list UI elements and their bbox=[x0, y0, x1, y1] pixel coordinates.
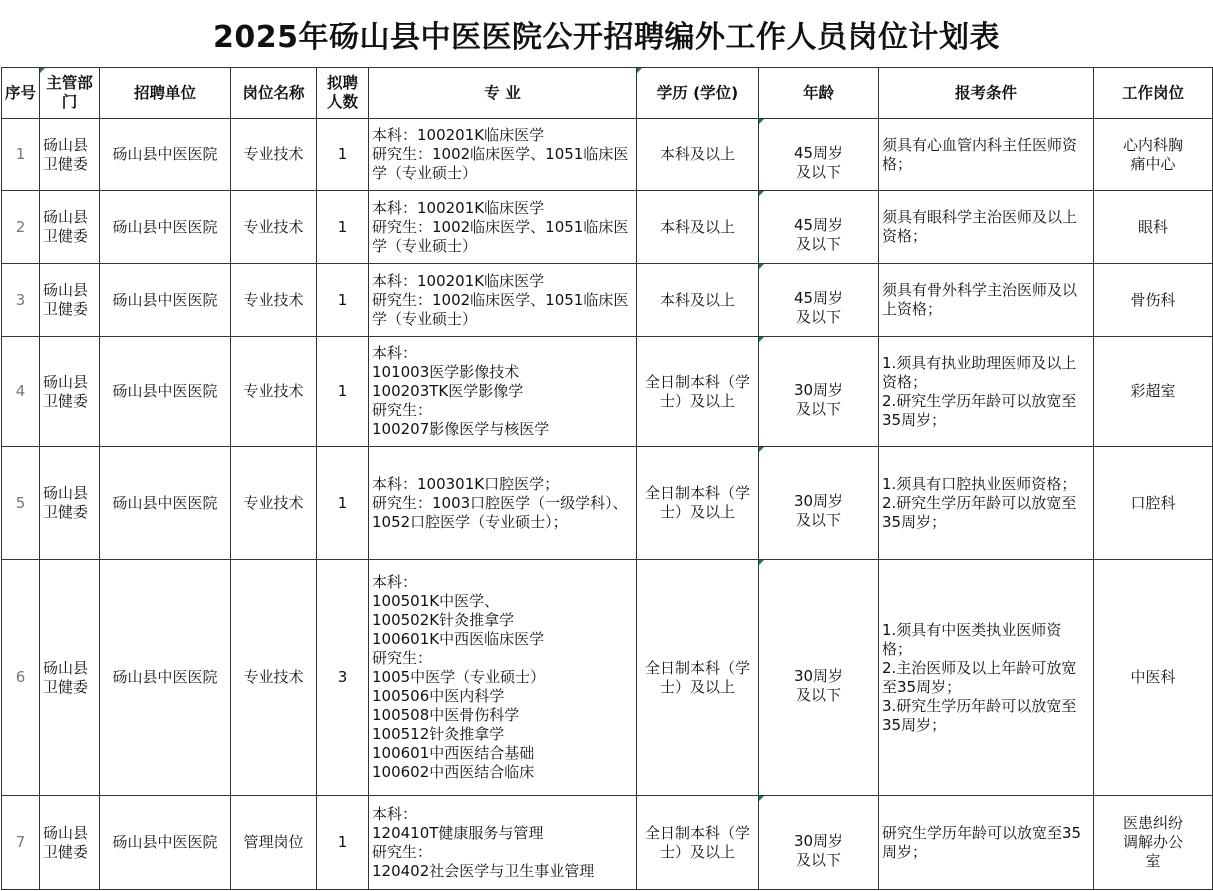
header-count: 拟聘人数 bbox=[317, 68, 369, 119]
cell-edu: 全日制本科（学士）及以上 bbox=[637, 560, 759, 796]
condition-line: 2.主治医师及以上年龄可放宽至35周岁； bbox=[882, 658, 1077, 696]
major-line: 本科： bbox=[372, 804, 418, 823]
major-line: 100502K针灸推拿学 bbox=[372, 611, 515, 629]
cell-count: 1 bbox=[317, 796, 369, 890]
cell-cond bbox=[879, 191, 1094, 264]
major-line: 本科：100301K口腔医学； bbox=[372, 474, 560, 493]
cell-major bbox=[369, 191, 637, 264]
cell-job: 彩超室 bbox=[1094, 337, 1213, 447]
cell-age: 30周岁及以下 bbox=[759, 560, 879, 796]
cell-count: 1 bbox=[317, 191, 369, 264]
condition-line: 须具有骨外科学主治医师及以上资格； bbox=[882, 281, 1078, 318]
cell-unit: 砀山县中医医院 bbox=[100, 119, 231, 191]
cell-seq: 6 bbox=[2, 560, 40, 796]
cell-post: 专业技术 bbox=[231, 264, 317, 337]
major-line: 1005中医学（专业硕士） bbox=[372, 668, 546, 686]
cell-edu: 本科及以上 bbox=[637, 264, 759, 337]
major-line: 研究生：1002临床医学、1051临床医学（专业硕士） bbox=[372, 145, 629, 182]
cell-age: 30周岁及以下 bbox=[759, 447, 879, 560]
condition-line: 须具有眼科学主治医师及以上资格； bbox=[882, 208, 1078, 245]
cell-major bbox=[369, 560, 637, 796]
condition-line: 2.研究生学历年龄可以放宽至35周岁； bbox=[882, 493, 1077, 531]
cell-major bbox=[369, 337, 637, 447]
cell-seq: 3 bbox=[2, 264, 40, 337]
major-line: 研究生：1003口腔医学（一级学科）、1052口腔医学（专业硕士）； bbox=[372, 493, 628, 531]
cell-post: 专业技术 bbox=[231, 191, 317, 264]
cell-job: 心内科胸痛中心 bbox=[1094, 119, 1213, 191]
major-line: 研究生：1002临床医学、1051临床医学（专业硕士） bbox=[372, 290, 629, 328]
cell-post: 专业技术 bbox=[231, 337, 317, 447]
cell-unit: 砀山县中医医院 bbox=[100, 191, 231, 264]
header-row bbox=[2, 68, 1213, 119]
major-line: 100602中西医结合临床 bbox=[372, 763, 535, 781]
cell-major bbox=[369, 119, 637, 191]
header-cond: 报考条件 bbox=[879, 68, 1094, 119]
cell-dept: 砀山县卫健委 bbox=[40, 796, 100, 890]
cell-count: 1 bbox=[317, 264, 369, 337]
table-row bbox=[2, 796, 1213, 890]
condition-line: 1.须具有执业助理医师及以上资格； bbox=[882, 353, 1077, 391]
major-line: 本科： bbox=[372, 573, 418, 591]
cell-edu: 全日制本科（学士）及以上 bbox=[637, 796, 759, 890]
cell-age: 30周岁及以下 bbox=[759, 796, 879, 890]
header-job: 工作岗位 bbox=[1094, 68, 1213, 119]
table-row bbox=[2, 119, 1213, 191]
cell-dept: 砀山县卫健委 bbox=[40, 191, 100, 264]
table-row bbox=[2, 447, 1213, 560]
cell-cond bbox=[879, 796, 1094, 890]
cell-unit: 砀山县中医医院 bbox=[100, 264, 231, 337]
cell-cond bbox=[879, 447, 1094, 560]
major-line: 研究生： bbox=[372, 401, 433, 419]
cell-cond bbox=[879, 337, 1094, 447]
major-line: 100506中医内科学 bbox=[372, 687, 505, 705]
cell-edu: 本科及以上 bbox=[637, 119, 759, 191]
cell-unit: 砀山县中医医院 bbox=[100, 560, 231, 796]
cell-unit: 砀山县中医医院 bbox=[100, 796, 231, 890]
cell-job: 眼科 bbox=[1094, 191, 1213, 264]
major-line: 100203TK医学影像学 bbox=[372, 382, 524, 400]
cell-job: 口腔科 bbox=[1094, 447, 1213, 560]
cell-cond bbox=[879, 560, 1094, 796]
cell-seq: 7 bbox=[2, 796, 40, 890]
cell-job: 中医科 bbox=[1094, 560, 1213, 796]
major-line: 研究生： bbox=[372, 649, 433, 667]
cell-age: 45周岁及以下 bbox=[759, 119, 879, 191]
cell-major bbox=[369, 264, 637, 337]
condition-line: 须具有心血管内科主任医师资格； bbox=[882, 135, 1078, 173]
cell-count: 3 bbox=[317, 560, 369, 796]
cell-major bbox=[369, 447, 637, 560]
cell-edu: 全日制本科（学士）及以上 bbox=[637, 337, 759, 447]
major-line: 100601中西医结合基础 bbox=[372, 744, 535, 762]
table-row bbox=[2, 560, 1213, 796]
condition-line: 1.须具有中医类执业医师资格； bbox=[882, 620, 1062, 658]
cell-unit: 砀山县中医医院 bbox=[100, 447, 231, 560]
cell-edu: 全日制本科（学士）及以上 bbox=[637, 447, 759, 560]
major-line: 研究生： bbox=[372, 842, 433, 861]
recruitment-table bbox=[1, 67, 1213, 890]
header-major: 专 业 bbox=[369, 68, 637, 119]
cell-dept: 砀山县卫健委 bbox=[40, 119, 100, 191]
cell-seq: 2 bbox=[2, 191, 40, 264]
cell-cond bbox=[879, 264, 1094, 337]
major-line: 本科：100201K临床医学 bbox=[372, 198, 545, 217]
header-edu: 学历 (学位) bbox=[637, 68, 759, 119]
cell-age: 45周岁及以下 bbox=[759, 264, 879, 337]
major-line: 100207影像医学与核医学 bbox=[372, 420, 550, 438]
header-seq: 序号 bbox=[2, 68, 40, 119]
condition-line: 研究生学历年龄可以放宽至35周岁； bbox=[882, 823, 1082, 861]
cell-unit: 砀山县中医医院 bbox=[100, 337, 231, 447]
major-line: 120410T健康服务与管理 bbox=[372, 823, 544, 842]
condition-line: 3.研究生学历年龄可以放宽至35周岁； bbox=[882, 696, 1077, 734]
major-line: 本科：100201K临床医学 bbox=[372, 126, 545, 144]
cell-post: 专业技术 bbox=[231, 119, 317, 191]
header-post: 岗位名称 bbox=[231, 68, 317, 119]
major-line: 本科： bbox=[372, 344, 418, 362]
condition-line: 2.研究生学历年龄可以放宽至35周岁； bbox=[882, 391, 1077, 429]
cell-age: 30周岁及以下 bbox=[759, 337, 879, 447]
cell-post: 管理岗位 bbox=[231, 796, 317, 890]
condition-line: 1.须具有口腔执业医师资格； bbox=[882, 474, 1077, 493]
cell-job: 骨伤科 bbox=[1094, 264, 1213, 337]
cell-cond bbox=[879, 119, 1094, 191]
page-title: 2025年砀山县中医医院公开招聘编外工作人员岗位计划表 bbox=[213, 19, 1000, 55]
cell-edu: 本科及以上 bbox=[637, 191, 759, 264]
cell-post: 专业技术 bbox=[231, 447, 317, 560]
major-line: 100501K中医学、 bbox=[372, 592, 500, 610]
cell-count: 1 bbox=[317, 337, 369, 447]
header-unit: 招聘单位 bbox=[100, 68, 231, 119]
major-line: 101003医学影像技术 bbox=[372, 363, 520, 381]
cell-age: 45周岁及以下 bbox=[759, 191, 879, 264]
cell-seq: 1 bbox=[2, 119, 40, 191]
cell-dept: 砀山县卫健委 bbox=[40, 264, 100, 337]
major-line: 100512针灸推拿学 bbox=[372, 725, 505, 743]
table-row bbox=[2, 264, 1213, 337]
cell-dept: 砀山县卫健委 bbox=[40, 337, 100, 447]
cell-dept: 砀山县卫健委 bbox=[40, 447, 100, 560]
major-line: 本科：100201K临床医学 bbox=[372, 271, 545, 290]
cell-count: 1 bbox=[317, 119, 369, 191]
cell-post: 专业技术 bbox=[231, 560, 317, 796]
cell-seq: 5 bbox=[2, 447, 40, 560]
header-age: 年龄 bbox=[759, 68, 879, 119]
cell-seq: 4 bbox=[2, 337, 40, 447]
table-row bbox=[2, 337, 1213, 447]
major-line: 100508中医骨伤科学 bbox=[372, 706, 520, 724]
major-line: 100601K中西医临床医学 bbox=[372, 630, 545, 648]
header-dept: 主管部门 bbox=[40, 68, 100, 119]
major-line: 研究生：1002临床医学、1051临床医学（专业硕士） bbox=[372, 217, 629, 255]
cell-job: 医患纠纷调解办公室 bbox=[1094, 796, 1213, 890]
major-line: 120402社会医学与卫生事业管理 bbox=[372, 861, 595, 880]
cell-dept: 砀山县卫健委 bbox=[40, 560, 100, 796]
cell-major bbox=[369, 796, 637, 890]
cell-count: 1 bbox=[317, 447, 369, 560]
table-row bbox=[2, 191, 1213, 264]
